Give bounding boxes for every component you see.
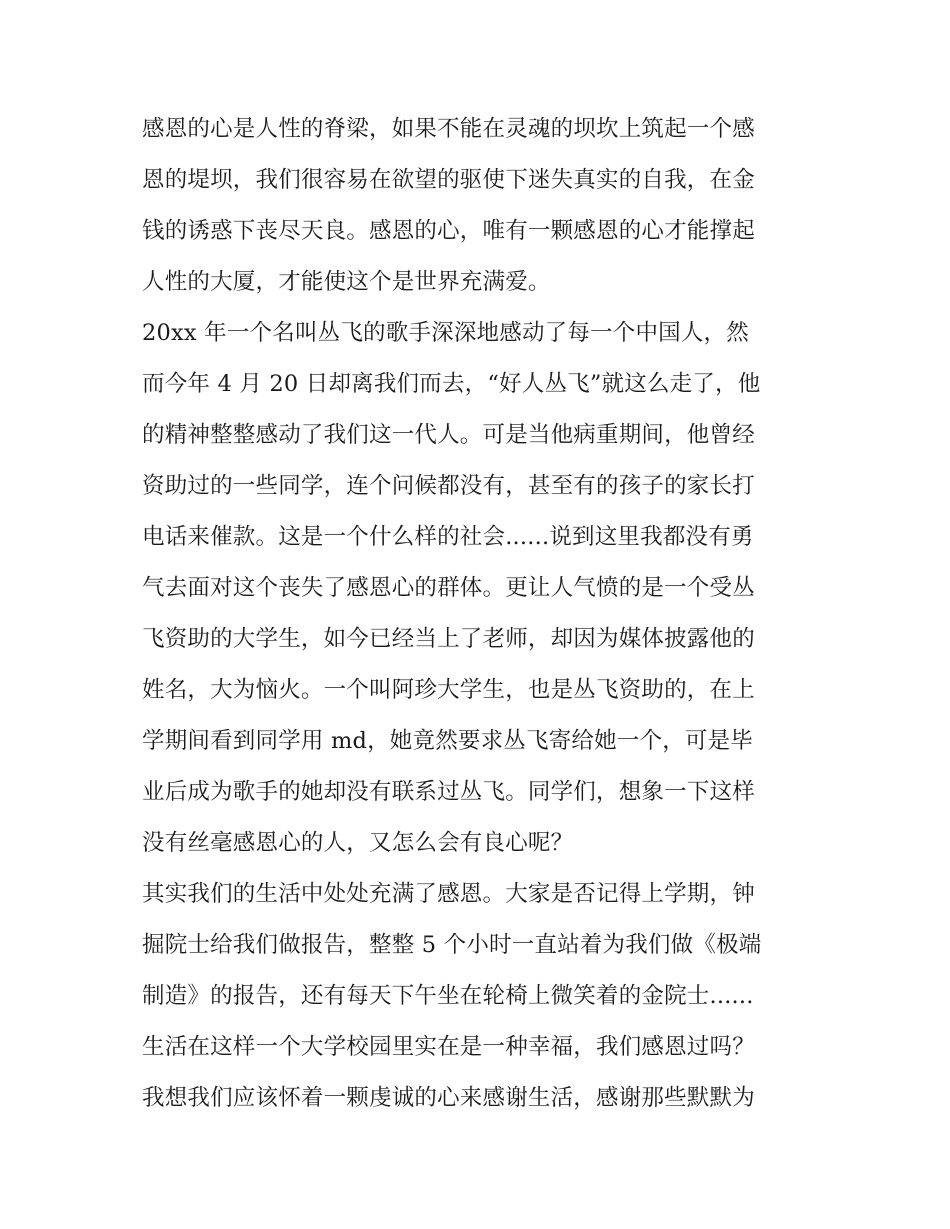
text-line: 的精神整整感动了我们这一代人。可是当他病重期间，他曾经 xyxy=(142,422,755,448)
text-line: 生活在这样一个大学校园里实在是一种幸福，我们感恩过吗？ xyxy=(142,1034,755,1060)
text-line: 20xx 年一个名叫丛飞的歌手深深地感动了每一个中国人，然 xyxy=(142,320,749,346)
text-line: 我想我们应该怀着一颗虔诚的心来感谢生活，感谢那些默默为 xyxy=(142,1085,755,1111)
text-line: 学期间看到同学用 md，她竟然要求丛飞寄给她一个，可是毕 xyxy=(142,728,753,754)
body-text xyxy=(142,110,822,1130)
text-line: 电话来催款。这是一个什么样的社会......说到这里我都没有勇 xyxy=(142,524,754,550)
text-line: 其实我们的生活中处处充满了感恩。大家是否记得上学期，钟 xyxy=(142,881,755,907)
text-line: 掘院士给我们做报告，整整 5 个小时一直站着为我们做《极端 xyxy=(142,932,762,958)
text-line: 业后成为歌手的她却没有联系过丛飞。同学们，想象一下这样 xyxy=(142,779,755,805)
text-line: 恩的堤坝，我们很容易在欲望的驱使下迷失真实的自我，在金 xyxy=(142,167,755,193)
text-line: 钱的诱惑下丧尽天良。感恩的心，唯有一颗感恩的心才能撑起 xyxy=(142,218,755,244)
text-line: 姓名，大为恼火。一个叫阿珍大学生，也是丛飞资助的，在上 xyxy=(142,677,755,703)
text-line: 人性的大厦，才能使这个是世界充满爱。 xyxy=(142,269,551,295)
text-line: 制造》的报告，还有每天下午坐在轮椅上微笑着的金院士...... xyxy=(142,983,754,1009)
text-line: 没有丝毫感恩心的人，又怎么会有良心呢？ xyxy=(142,830,574,856)
text-line: 而今年 4 月 20 日却离我们而去，“好人丛飞”就这么走了，他 xyxy=(142,371,761,397)
text-line: 气去面对这个丧失了感恩心的群体。更让人气愤的是一个受丛 xyxy=(142,575,755,601)
text-line: 资助过的一些同学，连个问候都没有，甚至有的孩子的家长打 xyxy=(142,473,755,499)
text-line: 飞资助的大学生，如今已经当上了老师，却因为媒体披露他的 xyxy=(142,626,755,652)
text-line: 感恩的心是人性的脊梁，如果不能在灵魂的坝坎上筑起一个感 xyxy=(142,116,755,142)
